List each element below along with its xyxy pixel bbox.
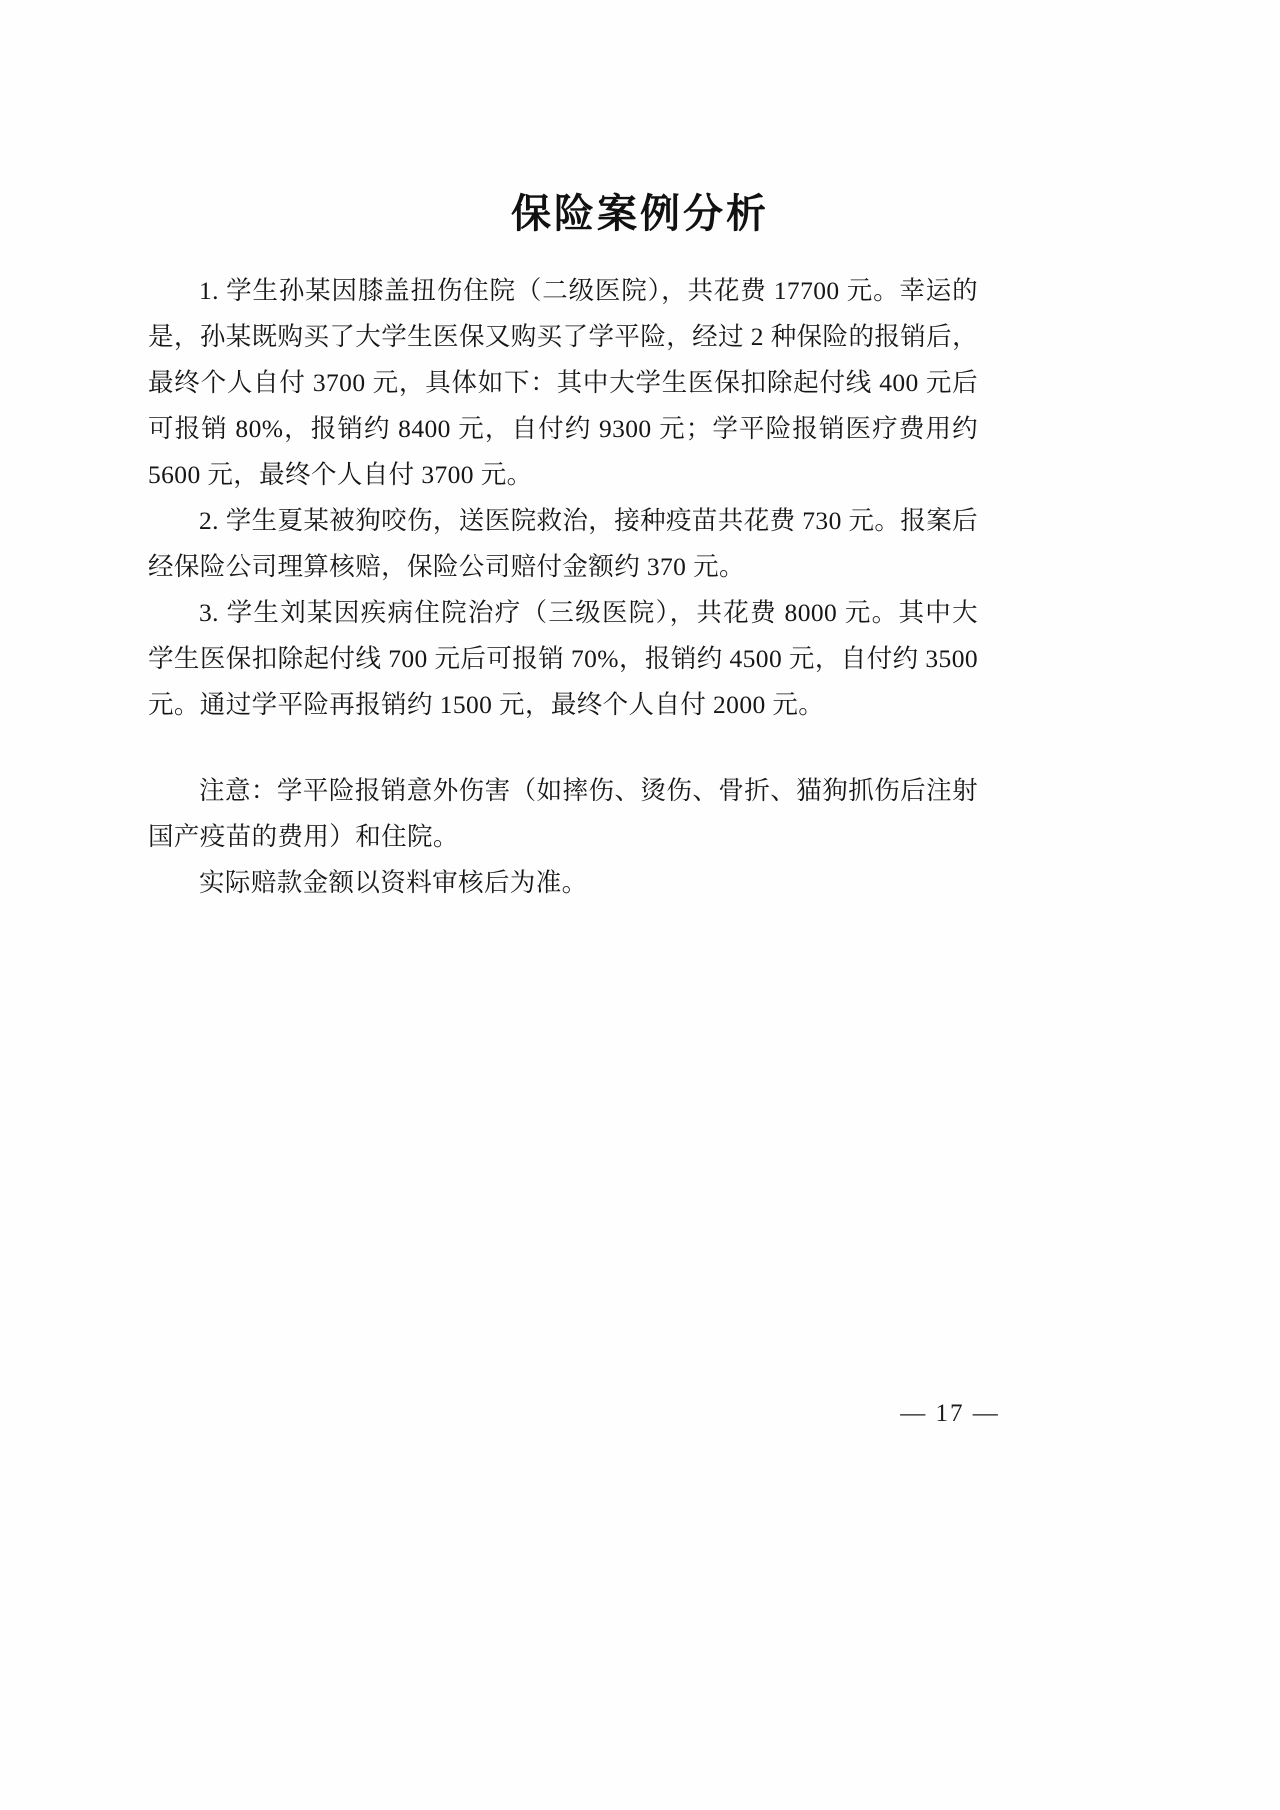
paragraph-spacer <box>148 728 978 768</box>
case-paragraph-3: 3. 学生刘某因疾病住院治疗（三级医院），共花费 8000 元。其中大学生医保扣除起付线 700 元后可报销 70%，报销约 4500 元，自付约 3500 元。通过学平险再报销约 1500 元，最终个人自付 2000 元。 <box>148 598 978 719</box>
case-paragraph-1: 1. 学生孙某因膝盖扭伤住院（二级医院），共花费 17700 元。幸运的是，孙某既购买了大学生医保又购买了学平险，经过 2 种保险的报销后，最终个人自付 3700 元，具体如下：其中大学生医保扣除起付线 400 元后可报销 80%，报销约 8400 元，自付约 9300 元；学平险报销医疗费用约 5600 元，最终个人自付 3700 元。 <box>148 276 978 489</box>
note-paragraph-2: 实际赔款金额以资料审核后为准。 <box>199 868 588 897</box>
document-body <box>148 268 978 906</box>
note-paragraph-1: 注意：学平险报销意外伤害（如摔伤、烫伤、骨折、猫狗抓伤后注射国产疫苗的费用）和住院。 <box>148 776 978 851</box>
case-paragraph-2: 2. 学生夏某被狗咬伤，送医院救治，接种疫苗共花费 730 元。报案后经保险公司理算核赔，保险公司赔付金额约 370 元。 <box>148 506 979 581</box>
page-footer <box>0 1400 1280 1428</box>
page-number: — 17 — <box>900 1400 1000 1427</box>
page-title: 保险案例分析 <box>511 190 769 237</box>
